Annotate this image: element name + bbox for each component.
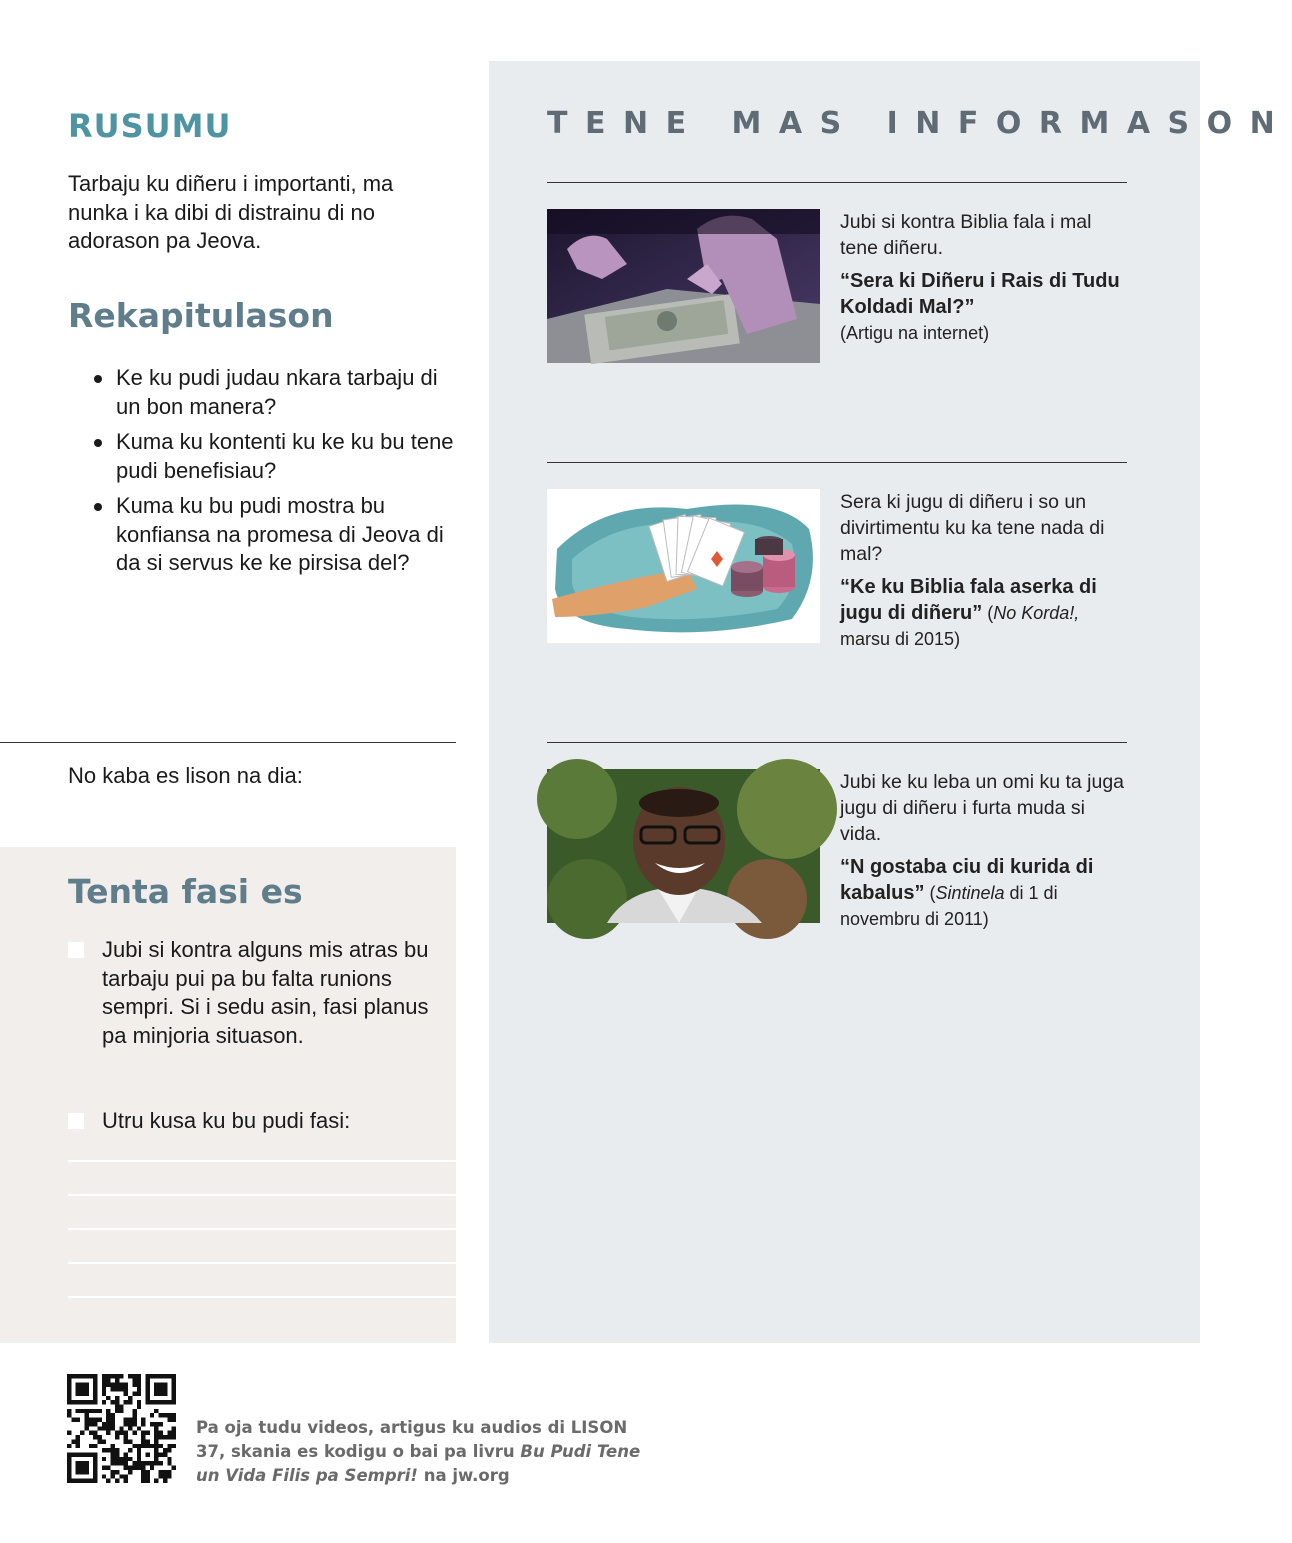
divider — [0, 742, 456, 743]
publication-name: No Korda!, — [993, 603, 1080, 623]
more-info-title: TENE MAS INFORMASON — [547, 106, 1292, 141]
recap-list — [92, 364, 462, 585]
todo-text: Utru kusa ku bu pudi fasi: — [102, 1108, 351, 1133]
divider — [547, 182, 1127, 183]
summary-text: Tarbaju ku diñeru i importanti, ma nunka i ka dibi di distrainu di no adorason pa Jeova. — [68, 171, 394, 253]
learned-date-label: No kaba es lison na dia: — [68, 763, 303, 788]
recap-item: Kuma ku kontenti ku ke ku bu tene pudi benefisiau? — [92, 428, 462, 485]
man-photo[interactable] — [547, 769, 820, 923]
article-text — [840, 209, 1130, 346]
checkbox[interactable] — [68, 1113, 84, 1129]
publication-date: marsu di 2015) — [840, 629, 961, 649]
source-paren: ( — [982, 603, 994, 623]
article-text — [840, 489, 1130, 652]
article-description: Jubi ke ku leba un omi ku ta juga jugu di diñeru i furta muda si vida. — [840, 771, 1125, 845]
write-line[interactable] — [68, 1262, 456, 1264]
write-line[interactable] — [68, 1194, 456, 1196]
summary-title: RUSUMU — [68, 107, 232, 145]
article-description: Jubi si kontra Biblia fala i mal tene diñeru. — [840, 211, 1092, 259]
write-line[interactable] — [68, 1228, 456, 1230]
footer-site: na jw.org — [417, 1466, 510, 1485]
footer-text: Pa oja tudu videos, artigus ku audios di LISON 37, skania es kodigu o bai pa livru — [196, 1418, 628, 1461]
article-link[interactable]: “N gostaba ciu di kurida di kabalus” — [840, 856, 1094, 904]
article-reference — [840, 854, 1130, 932]
article-source: (Artigu na internet) — [840, 323, 990, 343]
checkbox[interactable] — [68, 942, 84, 958]
write-line[interactable] — [68, 1296, 456, 1298]
source-paren: ( — [924, 883, 936, 903]
try-title: Tenta fasi es — [68, 872, 303, 911]
try-panel — [0, 847, 456, 1343]
book-title[interactable]: Bu Pudi Tene un Vida Filis pa Sempri! — [196, 1442, 641, 1485]
article-description: Sera ki jugu di diñeru i so un divirtimentu ku ka tene nada di mal? — [840, 491, 1105, 565]
article-text — [840, 769, 1130, 932]
recap-title: Rekapitulason — [68, 296, 334, 335]
footer-note — [196, 1416, 656, 1488]
write-line[interactable] — [68, 1160, 456, 1162]
todo-text: Jubi si kontra alguns mis atras bu tarbaju pui pa bu falta runions sempri. Si i sedu asin, fasi planus pa minjoria situason. — [102, 937, 429, 1048]
publication-date: di 1 di novembru di 2011) — [840, 883, 1058, 929]
divider — [547, 462, 1127, 463]
article-link[interactable]: “Ke ku Biblia fala aserka di jugu di diñeru” — [840, 576, 1097, 624]
article-reference — [840, 574, 1130, 652]
todo-item[interactable] — [68, 936, 448, 1050]
recap-item: Kuma ku bu pudi mostra bu konfiansa na promesa di Jeova di da si servus ke ke pirsisa del? — [92, 492, 462, 578]
todo-item[interactable] — [68, 1107, 448, 1136]
gambling-illustration[interactable] — [547, 489, 820, 643]
recap-item: Ke ku pudi judau nkara tarbaju di un bon manera? — [92, 364, 462, 421]
qr-code[interactable] — [67, 1374, 176, 1483]
publication-name: Sintinela — [935, 883, 1005, 903]
money-photo[interactable] — [547, 209, 820, 363]
divider — [547, 742, 1127, 743]
article-link[interactable]: “Sera ki Diñeru i Rais di Tudu Koldadi Mal?” — [840, 270, 1120, 318]
